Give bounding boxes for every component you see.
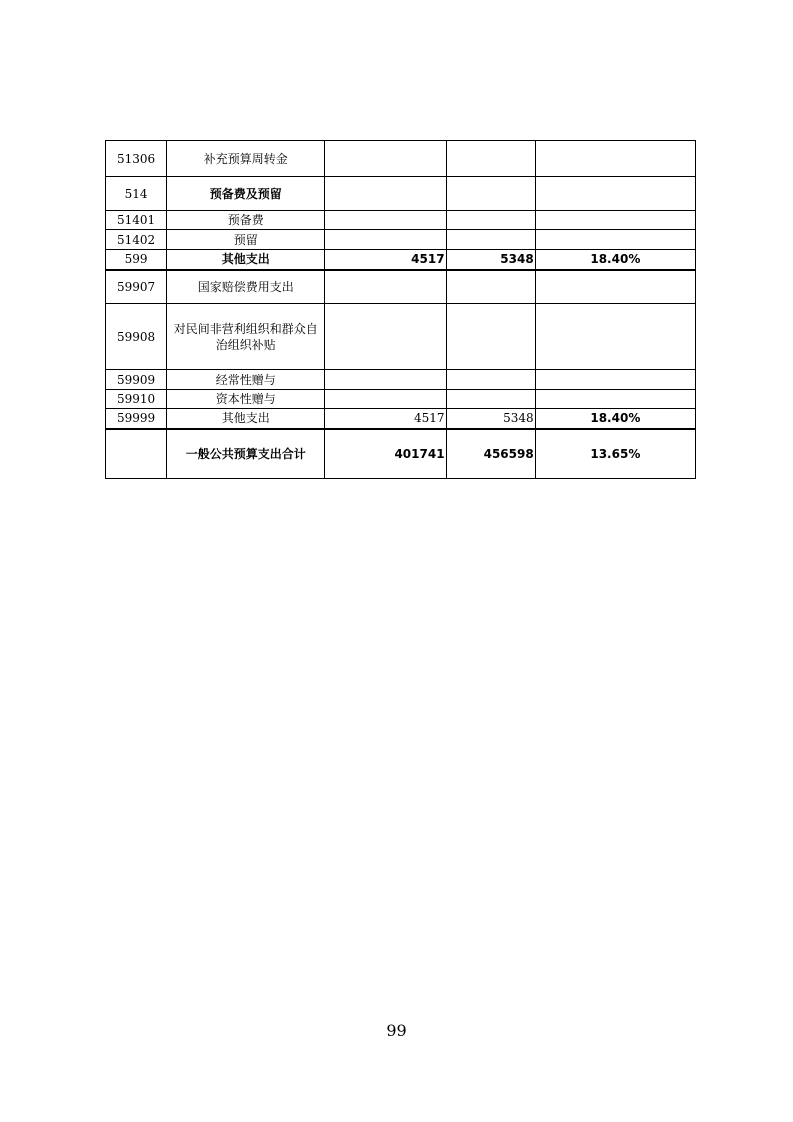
cell-curr-amount — [446, 304, 535, 370]
cell-name: 预留 — [167, 230, 325, 250]
cell-growth-rate — [535, 390, 695, 409]
cell-growth-rate — [535, 230, 695, 250]
cell-prev-amount — [325, 270, 446, 304]
cell-name: 经常性赠与 — [167, 370, 325, 390]
cell-prev-amount: 4517 — [325, 409, 446, 429]
cell-growth-rate: 18.40% — [535, 250, 695, 270]
cell-curr-amount — [446, 177, 535, 211]
table-row — [106, 141, 696, 177]
cell-curr-amount — [446, 211, 535, 230]
cell-growth-rate — [535, 211, 695, 230]
table-row — [106, 211, 696, 230]
cell-code — [106, 429, 167, 479]
cell-name: 资本性赠与 — [167, 390, 325, 409]
cell-prev-amount: 4517 — [325, 250, 446, 270]
page-number: 99 — [386, 1021, 407, 1040]
cell-curr-amount — [446, 270, 535, 304]
cell-name: 其他支出 — [167, 250, 325, 270]
cell-code: 51306 — [106, 141, 167, 177]
cell-growth-rate: 13.65% — [535, 429, 695, 479]
cell-curr-amount — [446, 230, 535, 250]
cell-name: 预备费 — [167, 211, 325, 230]
cell-prev-amount: 401741 — [325, 429, 446, 479]
cell-growth-rate — [535, 177, 695, 211]
cell-code: 59910 — [106, 390, 167, 409]
cell-curr-amount: 5348 — [446, 409, 535, 429]
cell-prev-amount — [325, 370, 446, 390]
budget-expenditure-table — [105, 140, 696, 479]
cell-code: 51401 — [106, 211, 167, 230]
cell-code: 59999 — [106, 409, 167, 429]
cell-prev-amount — [325, 390, 446, 409]
cell-growth-rate — [535, 370, 695, 390]
cell-growth-rate — [535, 141, 695, 177]
table-row — [106, 270, 696, 304]
cell-prev-amount — [325, 211, 446, 230]
cell-prev-amount — [325, 141, 446, 177]
cell-curr-amount — [446, 390, 535, 409]
cell-prev-amount — [325, 177, 446, 211]
cell-growth-rate: 18.40% — [535, 409, 695, 429]
table-body — [106, 141, 696, 479]
cell-growth-rate — [535, 304, 695, 370]
cell-code: 514 — [106, 177, 167, 211]
table-row — [106, 304, 696, 370]
cell-curr-amount — [446, 370, 535, 390]
table-row — [106, 230, 696, 250]
table-row — [106, 370, 696, 390]
cell-code: 599 — [106, 250, 167, 270]
cell-code: 59909 — [106, 370, 167, 390]
cell-name: 对民间非营利组织和群众自治组织补贴 — [167, 304, 325, 370]
cell-growth-rate — [535, 270, 695, 304]
cell-name: 预备费及预留 — [167, 177, 325, 211]
cell-code: 59907 — [106, 270, 167, 304]
table-row — [106, 429, 696, 479]
cell-name: 国家赔偿费用支出 — [167, 270, 325, 304]
cell-curr-amount — [446, 141, 535, 177]
cell-name: 其他支出 — [167, 409, 325, 429]
cell-curr-amount: 456598 — [446, 429, 535, 479]
table-row — [106, 390, 696, 409]
table-row — [106, 177, 696, 211]
cell-prev-amount — [325, 230, 446, 250]
cell-name: 补充预算周转金 — [167, 141, 325, 177]
cell-prev-amount — [325, 304, 446, 370]
cell-name: 一般公共预算支出合计 — [167, 429, 325, 479]
cell-code: 59908 — [106, 304, 167, 370]
table-row — [106, 409, 696, 429]
cell-code: 51402 — [106, 230, 167, 250]
cell-curr-amount: 5348 — [446, 250, 535, 270]
table-row — [106, 250, 696, 270]
